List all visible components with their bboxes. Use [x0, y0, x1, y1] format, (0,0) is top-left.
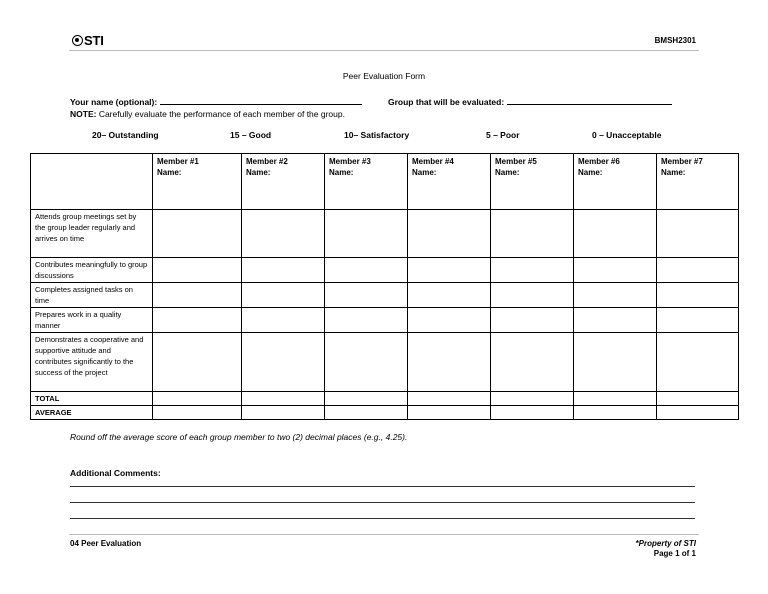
member-label: Member #7	[661, 157, 703, 166]
score-cell[interactable]	[242, 210, 325, 258]
score-cell[interactable]	[574, 210, 657, 258]
average-cell[interactable]	[325, 406, 408, 420]
score-cell[interactable]	[408, 308, 491, 333]
total-cell[interactable]	[325, 392, 408, 406]
name-blank[interactable]	[160, 96, 362, 105]
score-cell[interactable]	[657, 258, 739, 283]
header-divider	[69, 50, 699, 51]
table-row	[31, 333, 739, 392]
score-cell[interactable]	[153, 333, 242, 392]
average-cell[interactable]	[574, 406, 657, 420]
footer-title: 04 Peer Evaluation	[70, 539, 142, 548]
member-3-header	[325, 154, 408, 210]
scale-outstanding: 20– Outstanding	[92, 130, 159, 140]
footer-page-number: Page 1 of 1	[653, 549, 696, 558]
member-name-label: Name:	[578, 168, 603, 177]
scale-unacceptable: 0 – Unacceptable	[592, 130, 662, 140]
criterion-label: Attends group meetings set by the group leader regularly and arrives on time	[31, 210, 153, 258]
total-cell[interactable]	[657, 392, 739, 406]
member-name-label: Name:	[329, 168, 354, 177]
member-5-header	[491, 154, 574, 210]
score-cell[interactable]	[153, 283, 242, 308]
criteria-header	[31, 154, 153, 210]
average-row	[31, 406, 739, 420]
group-field[interactable]	[388, 96, 672, 107]
logo-mark-icon	[72, 35, 83, 46]
score-cell[interactable]	[491, 283, 574, 308]
sti-logo	[72, 33, 104, 48]
document-code: BMSH2301	[654, 36, 696, 45]
total-cell[interactable]	[153, 392, 242, 406]
average-cell[interactable]	[408, 406, 491, 420]
score-cell[interactable]	[574, 308, 657, 333]
member-label: Member #1	[157, 157, 199, 166]
member-name-label: Name:	[246, 168, 271, 177]
comment-line-3[interactable]	[70, 518, 695, 519]
score-cell[interactable]	[574, 258, 657, 283]
score-cell[interactable]	[153, 308, 242, 333]
logo-text: STI	[84, 33, 104, 48]
evaluation-table	[30, 153, 739, 420]
average-cell[interactable]	[242, 406, 325, 420]
average-cell[interactable]	[657, 406, 739, 420]
score-cell[interactable]	[408, 333, 491, 392]
member-name-label: Name:	[412, 168, 437, 177]
average-cell[interactable]	[491, 406, 574, 420]
table-row	[31, 210, 739, 258]
member-name-label: Name:	[661, 168, 686, 177]
form-title: Peer Evaluation Form	[342, 71, 426, 81]
criterion-label: Contributes meaningfully to group discussions	[31, 258, 153, 283]
total-cell[interactable]	[574, 392, 657, 406]
member-label: Member #2	[246, 157, 288, 166]
header-row	[31, 154, 739, 210]
score-cell[interactable]	[153, 258, 242, 283]
note	[70, 109, 345, 119]
member-label: Member #5	[495, 157, 537, 166]
table-row	[31, 258, 739, 283]
group-blank[interactable]	[507, 96, 672, 105]
score-cell[interactable]	[657, 333, 739, 392]
table-row	[31, 283, 739, 308]
score-cell[interactable]	[657, 283, 739, 308]
scale-good: 15 – Good	[230, 130, 272, 140]
member-name-label: Name:	[495, 168, 520, 177]
score-cell[interactable]	[574, 283, 657, 308]
score-cell[interactable]	[153, 210, 242, 258]
total-cell[interactable]	[491, 392, 574, 406]
score-cell[interactable]	[491, 258, 574, 283]
name-label: Your name (optional):	[70, 97, 158, 107]
note-text: Carefully evaluate the performance of each member of the group.	[96, 109, 345, 119]
score-cell[interactable]	[574, 333, 657, 392]
score-cell[interactable]	[325, 210, 408, 258]
footer-property: *Property of STI	[635, 539, 696, 548]
member-name-label: Name:	[157, 168, 182, 177]
member-4-header	[408, 154, 491, 210]
score-cell[interactable]	[408, 258, 491, 283]
group-label: Group that will be evaluated:	[388, 97, 505, 107]
score-cell[interactable]	[325, 308, 408, 333]
total-label: TOTAL	[31, 392, 153, 406]
member-7-header	[657, 154, 739, 210]
criterion-label: Prepares work in a quality manner	[31, 308, 153, 333]
total-row	[31, 392, 739, 406]
comment-line-1[interactable]	[70, 486, 695, 487]
score-cell[interactable]	[491, 308, 574, 333]
score-cell[interactable]	[242, 258, 325, 283]
total-cell[interactable]	[408, 392, 491, 406]
average-cell[interactable]	[153, 406, 242, 420]
score-cell[interactable]	[491, 210, 574, 258]
rounding-note: Round off the average score of each group member to two (2) decimal places (e.g., 4.25).	[70, 432, 408, 442]
score-cell[interactable]	[242, 283, 325, 308]
score-cell[interactable]	[408, 283, 491, 308]
score-cell[interactable]	[657, 210, 739, 258]
member-label: Member #4	[412, 157, 454, 166]
score-cell[interactable]	[408, 210, 491, 258]
member-6-header	[574, 154, 657, 210]
additional-comments-label: Additional Comments:	[70, 468, 161, 478]
average-label: AVERAGE	[31, 406, 153, 420]
footer-divider	[69, 534, 699, 535]
score-cell[interactable]	[491, 333, 574, 392]
scale-satisfactory: 10– Satisfactory	[344, 130, 410, 140]
criterion-label: Completes assigned tasks on time	[31, 283, 153, 308]
member-2-header	[242, 154, 325, 210]
total-cell[interactable]	[242, 392, 325, 406]
member-label: Member #6	[578, 157, 620, 166]
table-row	[31, 308, 739, 333]
member-1-header	[153, 154, 242, 210]
score-cell[interactable]	[325, 258, 408, 283]
scale-poor: 5 – Poor	[486, 130, 520, 140]
comment-line-2[interactable]	[70, 502, 695, 503]
score-cell[interactable]	[242, 308, 325, 333]
criterion-label: Demonstrates a cooperative and supportive attitude and contributes significantly to the success of the project	[31, 333, 153, 392]
score-cell[interactable]	[657, 308, 739, 333]
score-cell[interactable]	[325, 283, 408, 308]
member-label: Member #3	[329, 157, 371, 166]
name-field[interactable]	[70, 96, 362, 107]
score-cell[interactable]	[242, 333, 325, 392]
score-cell[interactable]	[325, 333, 408, 392]
note-label: NOTE:	[70, 109, 97, 119]
